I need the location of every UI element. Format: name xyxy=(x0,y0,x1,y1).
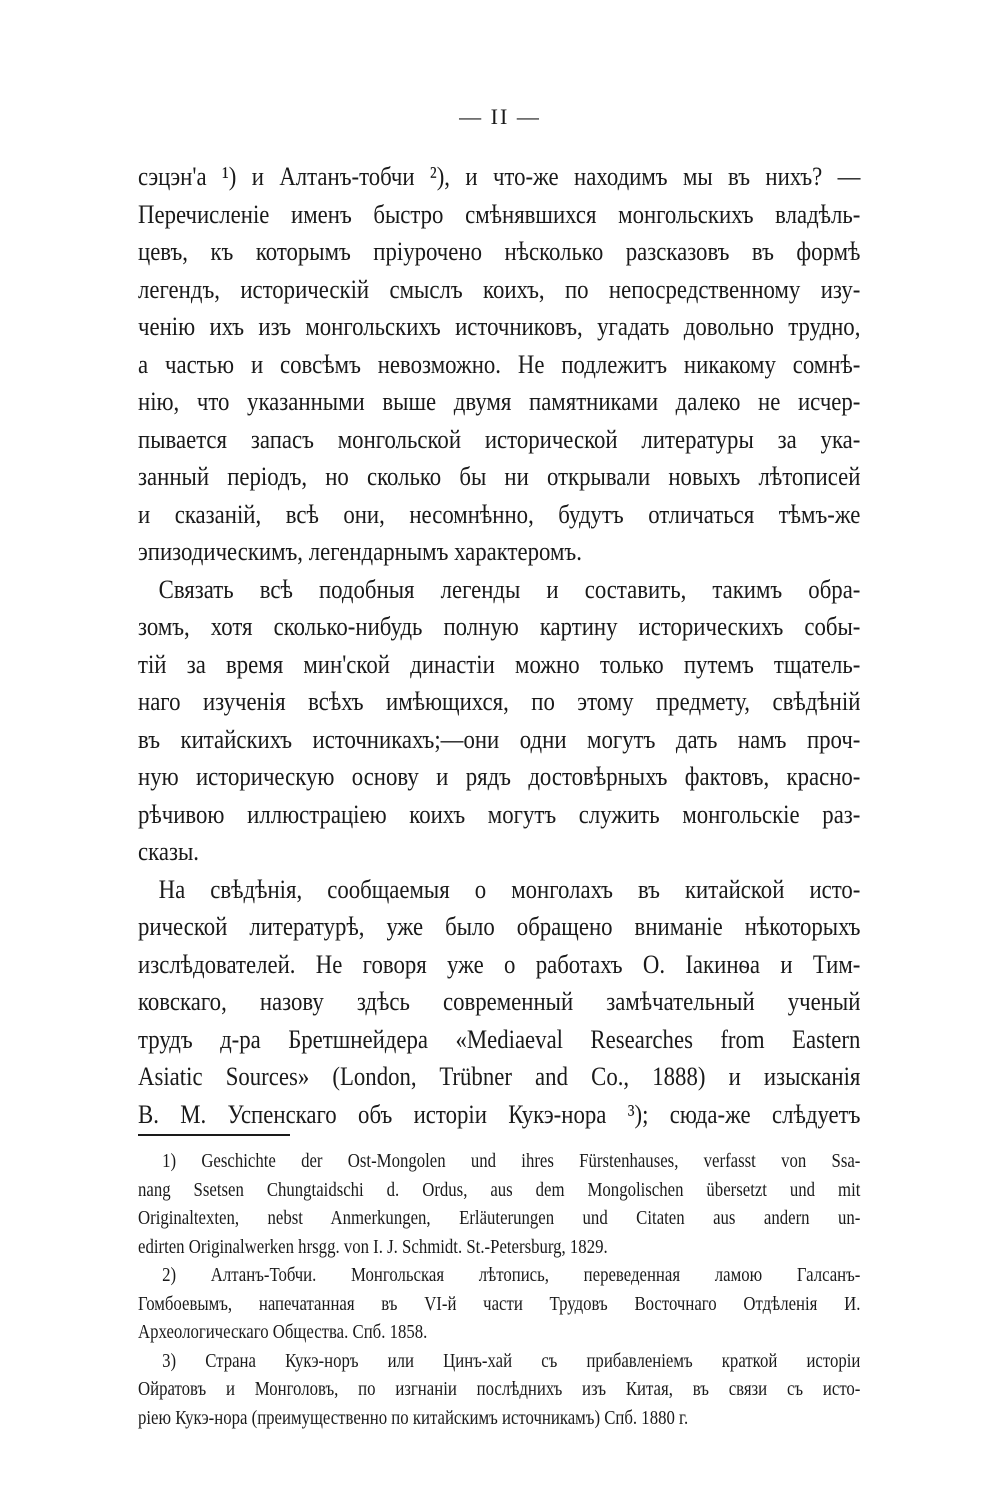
footnote-line: nang Ssetsen Chungtaidschi d. Ordus, aus dem Mongolischen übersetzt und mit xyxy=(138,1179,861,1201)
text-line: наго изученія всѣхъ имѣющихся, по этому предмету, свѣдѣній xyxy=(138,686,861,716)
text-line: эпизодическимъ, легендарнымъ характеромъ. xyxy=(138,536,582,566)
text-line: нію, что указанными выше двумя памятниками далеко не исчер- xyxy=(138,386,861,416)
text-line: легендъ, историческій смыслъ коихъ, по непосредственному изу- xyxy=(138,273,861,304)
main-text xyxy=(138,158,860,1133)
text-line: сэцэн'а ¹) и Алтанъ-тобчи ²), и что-же находимъ мы въ нихъ? — xyxy=(138,161,861,191)
text-line: На свѣдѣнія, сообщаемыя о монголахъ въ китайской исто- xyxy=(158,873,861,904)
text-line: Перечисленіе именъ быстро смѣнявшихся монгольскихъ владѣль- xyxy=(138,198,861,229)
footnote-line: Originaltexten, nebst Anmerkungen, Erläuterungen und Citaten aus andern un- xyxy=(138,1208,861,1229)
text-line: ную историческую основу и рядъ достовѣрныхъ фактовъ, красно- xyxy=(138,761,861,791)
text-line: сказы. xyxy=(138,836,199,866)
text-line: Связать всѣ подобныя легенды и составить, такимъ обра- xyxy=(158,573,861,604)
footnote-line: 1) Geschichte der Ost-Mongolen und ihres Fürstenhauses, verfasst von Ssa- xyxy=(162,1151,861,1172)
text-line: занный періодъ, но сколько бы ни открывали новыхъ лѣтописей xyxy=(138,461,861,491)
text-line: трудъ д-ра Бретшнейдера «Mediaeval Researches from Eastern xyxy=(138,1023,861,1054)
text-line: рѣчивою иллюстраціею коихъ могутъ служить монгольскіе раз- xyxy=(138,798,861,829)
text-line: а частью и совсѣмъ невозможно. Не подлежитъ никакому сомнѣ- xyxy=(138,348,861,379)
text-line: рической литературѣ, уже было обращено вниманіе нѣкоторыхъ xyxy=(138,911,861,941)
footnote-separator xyxy=(138,1134,290,1136)
text-line: зомъ, хотя сколько-нибудь полную картину историческихъ собы- xyxy=(138,611,861,641)
footnote-line: Ойратовъ и Монголовъ, по изгнаніи послѣднихъ изъ Китая, въ связи съ исто- xyxy=(138,1379,861,1400)
footnote-line: Гомбоевымъ, напечатанная въ VI-й части Трудовъ Восточнаго Отдѣленія И. xyxy=(138,1293,861,1315)
text-line: ченію ихъ изъ монгольскихъ источниковъ, угадать довольно трудно, xyxy=(138,311,861,341)
text-line: Asiatic Sources» (London, Trübner and Co., 1888) и изысканія xyxy=(138,1061,861,1091)
text-line: ковскаго, назову здѣсь современный замѣчательный ученый xyxy=(138,986,861,1016)
page-number: — II — xyxy=(459,104,541,129)
text-line: и сказаній, всѣ они, несомнѣнно, будутъ отличаться тѣмъ-же xyxy=(138,498,861,529)
footnotes xyxy=(138,1148,860,1433)
text-line: въ китайскихъ источникахъ;—они одни могутъ дать намъ проч- xyxy=(138,723,861,754)
text-line: пывается запасъ монгольской исторической литературы за ука- xyxy=(138,423,861,454)
text-line: изслѣдователей. Не говоря уже о работахъ О. Іакинѳа и Тим- xyxy=(138,948,861,979)
footnote-line: Археологическаго Общества. Спб. 1858. xyxy=(138,1322,428,1343)
text-line: цевъ, къ которымъ пріурочено нѣсколько разсказовъ въ формѣ xyxy=(138,236,861,266)
footnote-line: 2) Алтанъ-Тобчи. Монгольская лѣтопись, переведенная ламою Галсанъ- xyxy=(162,1265,861,1286)
text-line: В. М. Успенскаго объ исторіи Кукэ-нора ³); сюда-же слѣдуетъ xyxy=(138,1098,861,1129)
footnote-line: 3) Страна Кукэ-норъ или Цинъ-хай съ прибавленіемъ краткой исторіи xyxy=(162,1350,861,1372)
footnote-line: ріею Кукэ-нора (преимущественно по китайскимъ источникамъ) Спб. 1880 г. xyxy=(138,1407,689,1429)
footnote-line: edirten Originalwerken hrsgg. von I. J. Schmidt. St.-Petersburg, 1829. xyxy=(138,1236,608,1258)
text-line: тій за время мин'ской династіи можно только путемъ тщатель- xyxy=(138,648,861,679)
